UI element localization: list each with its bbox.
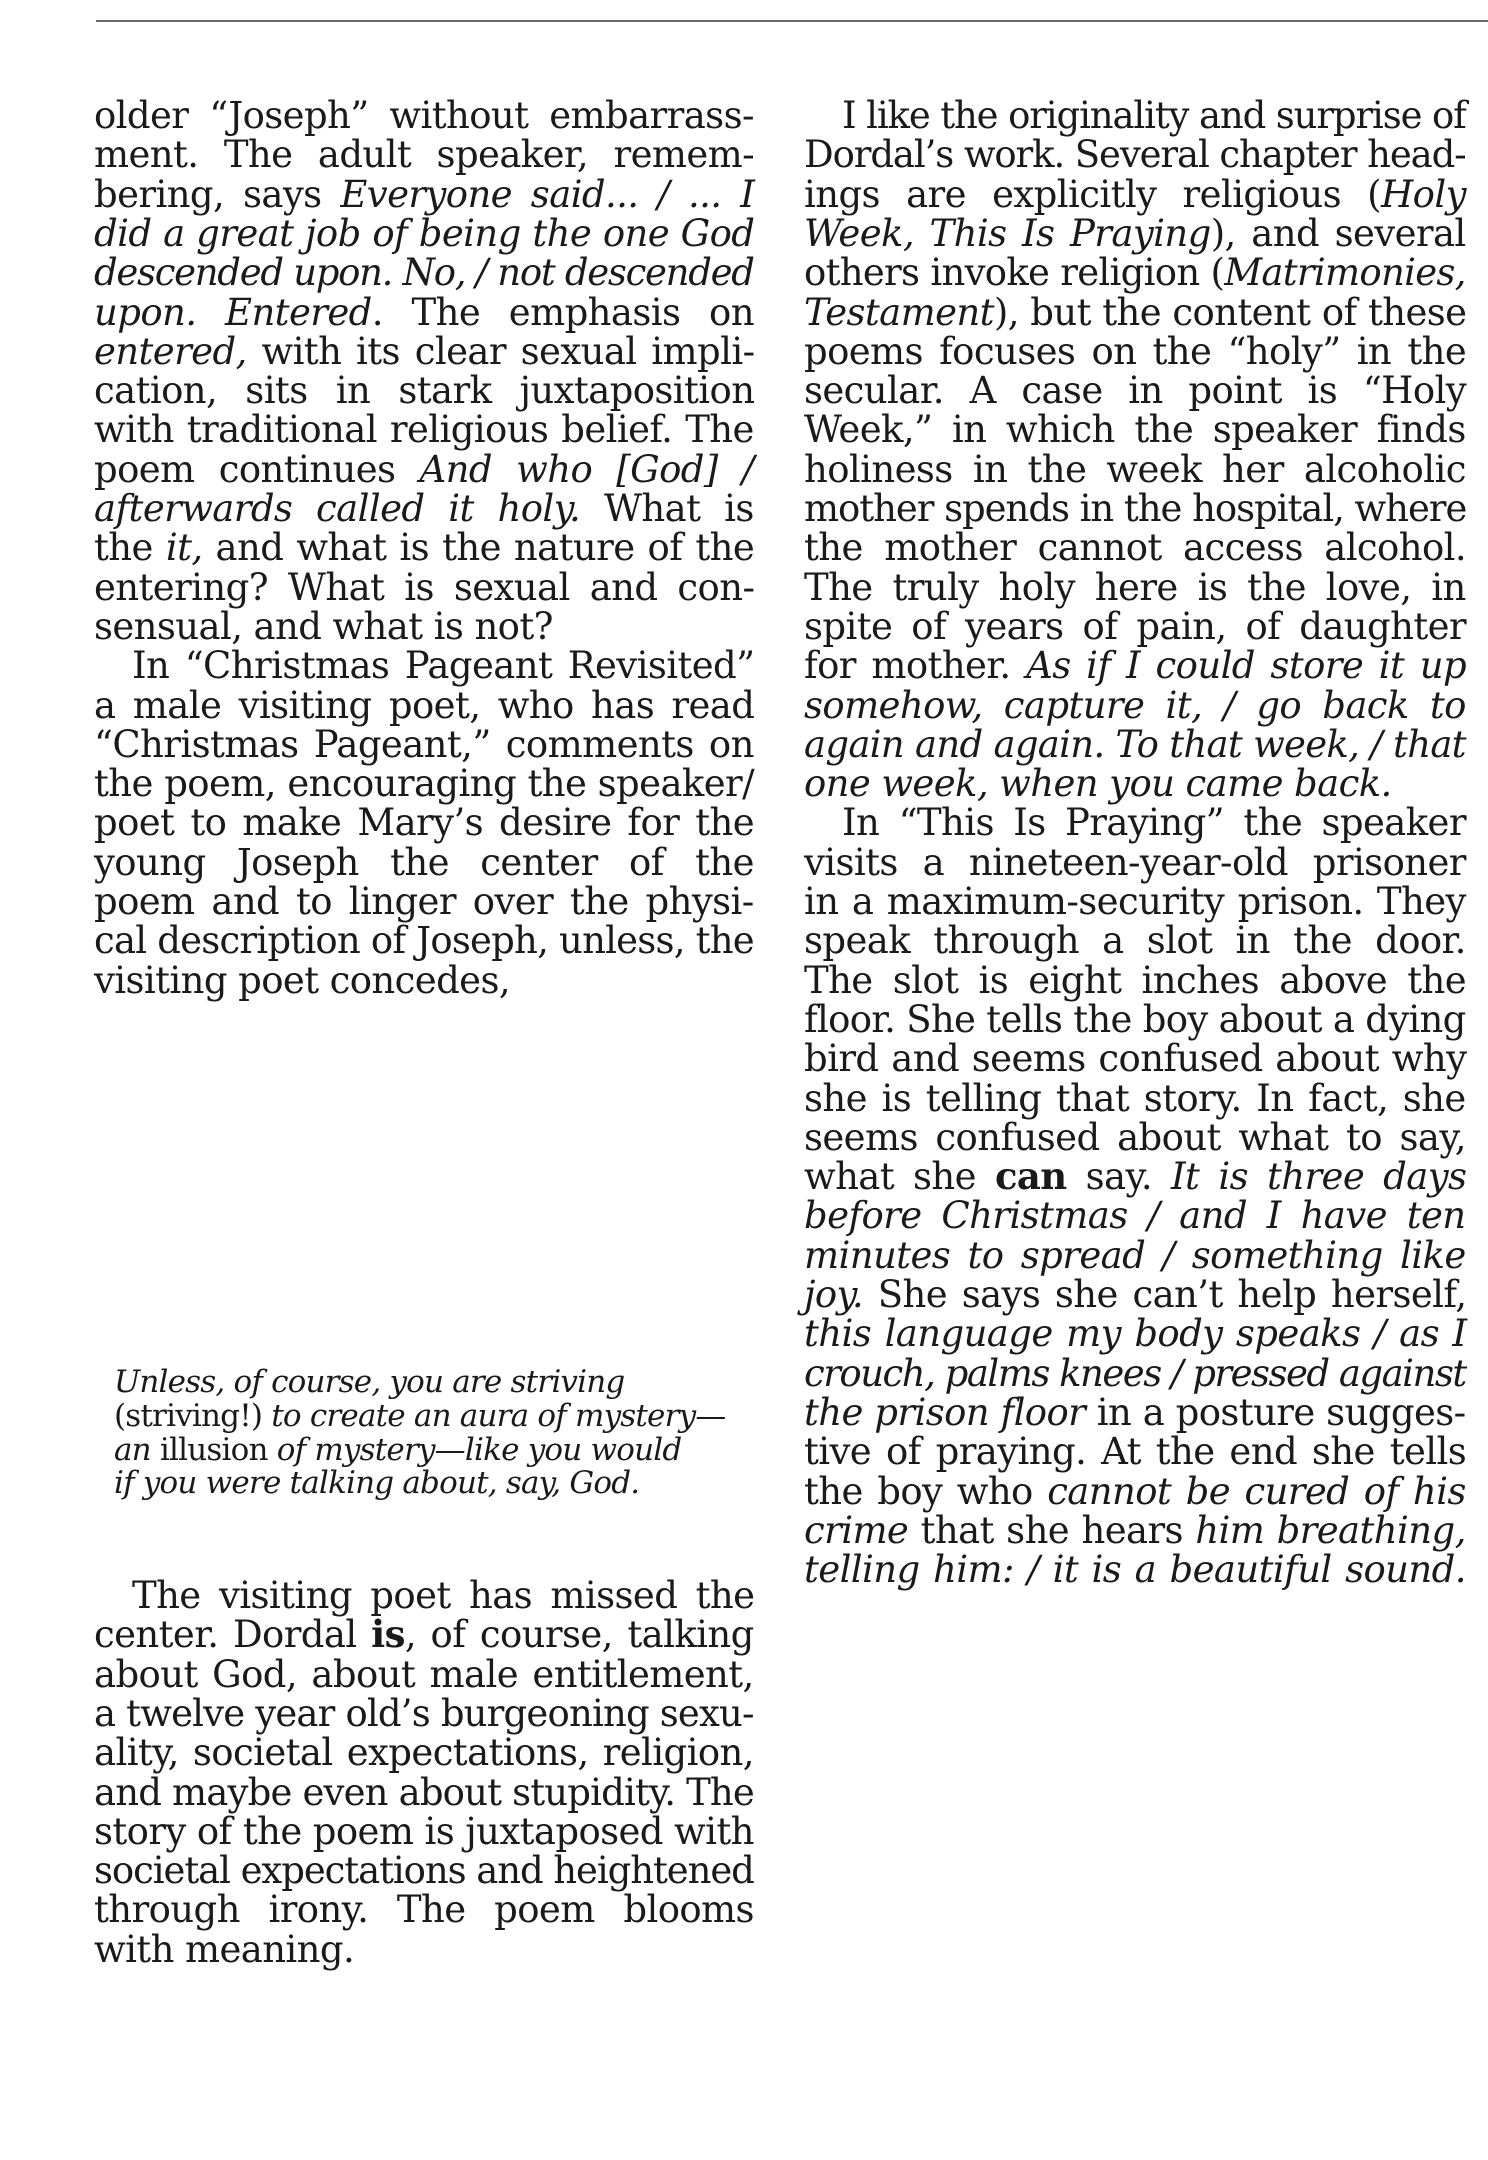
left-line-18	[94, 762, 754, 806]
italic-text: entered,	[94, 329, 247, 373]
italic-text: crime	[804, 1508, 909, 1552]
right-line-24	[804, 997, 1466, 1041]
italic-text: it,	[165, 526, 203, 570]
right-line-23	[804, 958, 1466, 1002]
right-line-5	[804, 251, 1466, 295]
text-run: I like the originality and surprise of	[842, 94, 1466, 137]
text-run: The visiting poet has missed the	[132, 1574, 755, 1617]
left-line-23	[94, 958, 510, 1002]
left-line-19	[94, 801, 755, 845]
italic-text: him breathing,	[1195, 1508, 1466, 1552]
left-line-31	[94, 1691, 754, 1735]
italic-text: one week, when you came back.	[804, 762, 1392, 806]
text-run: illusion	[150, 1432, 277, 1468]
text-run: poems focuses on the “holy” in the	[804, 329, 1467, 373]
text-run: What is	[580, 487, 754, 530]
text-run: She says she can’t help herself,	[863, 1273, 1467, 1316]
right-line-12	[804, 526, 1467, 570]
text-run: . The emphasis on	[371, 290, 754, 334]
left-line-10	[94, 447, 754, 491]
right-line-29	[804, 1194, 1466, 1238]
text-run: about God, about male entitlement,	[94, 1652, 754, 1696]
right-line-33	[804, 1351, 1466, 1395]
right-line-34	[804, 1390, 1466, 1434]
text-run: Week,” in which the speaker finds	[804, 408, 1466, 452]
left-line-5	[94, 251, 754, 295]
text-run: ), but the content of these	[993, 290, 1467, 334]
text-run: mother spends in the hospital, where	[804, 487, 1467, 530]
left-line-29	[94, 1612, 754, 1657]
text-run: (striving!)	[114, 1398, 272, 1434]
text-run: the	[94, 526, 166, 570]
text-run: visiting poet concedes,	[94, 958, 510, 1002]
text-run: The slot is eight inches above the	[804, 958, 1466, 1002]
text-run: older “Joseph” without embarrass-	[94, 94, 754, 137]
text-run: “Christmas Pageant,” comments on	[94, 722, 754, 766]
text-run: spite of years of pain, of daughter	[804, 604, 1466, 648]
right-line-9	[804, 408, 1466, 452]
italic-text: It is three days	[1171, 1155, 1467, 1199]
right-line-30	[804, 1233, 1466, 1277]
bold-text: is	[371, 1612, 405, 1657]
italic-text: telling him: / it is a beautiful sound.	[804, 1548, 1466, 1592]
left-line-11	[94, 487, 754, 530]
text-run: others invoke religion (	[804, 251, 1225, 295]
right-line-26	[804, 1076, 1466, 1120]
left-line-8	[94, 369, 755, 413]
text-run: bird and seems confused about why	[804, 1037, 1467, 1081]
right-line-8	[804, 369, 1467, 413]
text-run: the mother cannot access alcohol.	[804, 526, 1467, 570]
right-line-6	[804, 290, 1467, 334]
left-line-20	[94, 840, 754, 884]
italic-text: Testament	[804, 290, 994, 334]
italic-text: an	[114, 1432, 151, 1468]
left-line-34	[94, 1809, 754, 1853]
text-run: sensual, and what is not?	[94, 604, 553, 648]
left-line-33	[94, 1770, 754, 1814]
left-line-4	[94, 211, 755, 255]
right-line-22	[804, 919, 1466, 963]
text-run: ings are explicitly religious (	[804, 172, 1381, 216]
right-line-21	[804, 880, 1466, 923]
right-line-31	[804, 1273, 1467, 1316]
text-run: story of the poem is juxtaposed with	[94, 1809, 754, 1853]
right-line-2	[804, 133, 1466, 177]
text-run: she is telling that story. In fact, she	[804, 1076, 1466, 1120]
right-line-1	[804, 94, 1466, 137]
text-run: In “This Is Praying” the speaker	[842, 801, 1466, 845]
left-line-32	[94, 1731, 754, 1775]
text-run: in a posture sugges-	[1085, 1390, 1466, 1434]
text-run: with traditional religious belief. The	[94, 408, 754, 452]
text-run: that she hears	[908, 1508, 1196, 1552]
right-line-14	[804, 604, 1466, 648]
right-line-36	[804, 1469, 1466, 1513]
left-line-22	[94, 919, 754, 963]
italic-text: to create an aura of mystery—	[271, 1398, 726, 1434]
left-line-36	[94, 1888, 754, 1932]
left-line-3	[94, 172, 755, 216]
text-run: poem and to linger over the physi-	[94, 880, 754, 923]
right-line-3	[804, 172, 1466, 216]
text-run: what she	[804, 1155, 995, 1199]
text-run: say.	[1066, 1155, 1172, 1199]
text-run: and what is the nature of the	[202, 526, 755, 570]
text-run: visits a nineteen-year-old prisoner	[804, 840, 1466, 884]
italic-text: upon. Entered	[94, 290, 372, 334]
text-run: secular. A case in point is “Holy	[804, 369, 1467, 413]
text-run: a twelve year old’s burgeoning sexu-	[94, 1691, 754, 1735]
right-line-28	[804, 1154, 1467, 1199]
left-line-2	[94, 133, 755, 177]
text-run: floor. She tells the boy about a dying	[804, 997, 1466, 1041]
italic-text: descended upon. No, / not descended	[94, 251, 754, 295]
italic-text: As if I could store it up	[1026, 644, 1467, 688]
italic-text: the prison floor	[804, 1390, 1086, 1434]
right-line-15	[804, 644, 1467, 688]
italic-text: again and again. To that week, / that	[804, 722, 1466, 766]
italic-text: Holy	[1381, 172, 1466, 216]
text-run: tive of praying. At the end she tells	[804, 1430, 1467, 1474]
left-line-1	[94, 94, 754, 137]
right-line-11	[804, 487, 1467, 530]
italic-text: if you were talking about, say, God.	[114, 1465, 640, 1501]
text-run: The truly holy here is the love, in	[804, 565, 1466, 609]
text-run: young Joseph the center of the	[94, 840, 754, 884]
left-line-37	[94, 1927, 355, 1971]
right-line-16	[804, 683, 1466, 727]
italic-text: this language my body speaks / as I	[804, 1312, 1467, 1356]
italic-text: cannot be cured of his	[1047, 1469, 1466, 1513]
text-run: for mother.	[804, 644, 1027, 688]
italic-text: somehow, capture it, / go back to	[804, 683, 1466, 727]
text-run: ality, societal expectations, religion,	[94, 1731, 754, 1775]
italic-text: joy.	[804, 1273, 864, 1316]
left-line-7	[94, 329, 755, 373]
right-line-10	[804, 447, 1466, 491]
text-run: , of course, talking	[404, 1613, 754, 1657]
text-run: seems confused about what to say,	[804, 1115, 1466, 1159]
left-quote-line-24	[114, 1364, 625, 1400]
header-rule	[96, 20, 1488, 22]
text-run: cation, sits in stark juxtaposition	[94, 369, 755, 413]
italic-text: before Christmas / and I have ten	[804, 1194, 1466, 1238]
left-line-12	[94, 526, 755, 570]
left-line-13	[94, 565, 755, 609]
left-line-14	[94, 604, 553, 648]
right-line-20	[804, 840, 1466, 884]
right-line-25	[804, 1037, 1467, 1081]
text-run: in a maximum-security prison. They	[804, 880, 1466, 923]
italic-text: did a great job of being the one God	[94, 211, 755, 255]
left-quote-line-25	[114, 1398, 726, 1434]
italic-text: of mystery—like you would	[276, 1432, 682, 1468]
italic-text: Unless, of course, you are striving	[114, 1364, 625, 1400]
text-run: ), and several	[1210, 211, 1466, 255]
italic-text: Everyone said... / ... I	[340, 172, 755, 216]
right-line-19	[804, 801, 1466, 845]
left-line-28	[94, 1574, 755, 1617]
right-line-13	[804, 565, 1466, 609]
left-line-9	[94, 408, 754, 452]
text-run: ment. The adult speaker, remem-	[94, 133, 755, 177]
text-run: poet to make Mary’s desire for the	[94, 801, 755, 845]
text-run: speak through a slot in the door.	[804, 919, 1466, 963]
text-run: and maybe even about stupidity. The	[94, 1770, 754, 1814]
italic-text: crouch, palms knees / pressed against	[804, 1351, 1466, 1395]
bold-text: can	[994, 1154, 1067, 1199]
text-run: poem continues	[94, 447, 420, 491]
text-run: with meaning.	[94, 1927, 355, 1971]
right-line-27	[804, 1115, 1466, 1159]
text-run: cal description of Joseph, unless, the	[94, 919, 754, 963]
text-run: Dordal’s work. Several chapter head-	[804, 133, 1466, 177]
right-line-35	[804, 1430, 1467, 1474]
text-run: societal expectations and heightened	[94, 1849, 754, 1893]
left-quote-line-26	[114, 1432, 682, 1468]
left-quote-line-27	[114, 1465, 640, 1501]
text-run: the poem, encouraging the speaker/	[94, 762, 754, 806]
left-line-35	[94, 1849, 754, 1893]
left-line-30	[94, 1652, 754, 1696]
right-line-7	[804, 329, 1467, 373]
italic-text: Matrimonies,	[1224, 251, 1466, 295]
text-run: through irony. The poem blooms	[94, 1888, 754, 1932]
italic-text: And who [God] /	[419, 447, 754, 491]
right-line-17	[804, 722, 1466, 766]
left-line-15	[94, 644, 755, 688]
right-line-32	[804, 1312, 1467, 1356]
right-line-38	[804, 1548, 1466, 1592]
text-run: In “Christmas Pageant Revisited”	[132, 644, 755, 688]
left-line-17	[94, 722, 754, 766]
text-run: entering? What is sexual and con-	[94, 565, 755, 609]
italic-text: Week, This Is Praying	[804, 211, 1211, 255]
left-line-21	[94, 880, 754, 923]
right-line-18	[804, 762, 1392, 806]
text-run: the boy who	[804, 1469, 1048, 1513]
right-line-4	[804, 211, 1466, 255]
text-run: with its clear sexual impli-	[246, 329, 755, 373]
text-run: bering, says	[94, 172, 341, 216]
right-line-37	[804, 1508, 1466, 1552]
italic-text: minutes to spread / something like	[804, 1233, 1466, 1277]
left-line-6	[94, 290, 754, 334]
italic-text: afterwards called it holy.	[94, 487, 581, 530]
text-run: holiness in the week her alcoholic	[804, 447, 1466, 491]
text-run: center. Dordal	[94, 1613, 372, 1657]
left-line-16	[94, 683, 755, 727]
text-run: a male visiting poet, who has read	[94, 683, 755, 727]
